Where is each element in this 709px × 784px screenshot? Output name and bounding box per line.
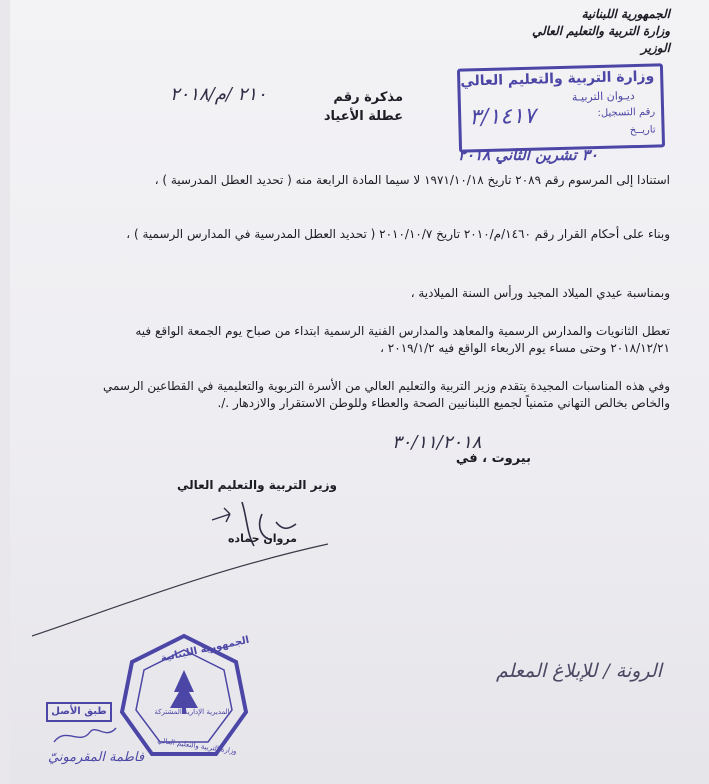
memo-subject: عطلة الأعياد	[323, 109, 403, 124]
letterhead-republic: الجمهورية اللبنانية	[581, 7, 670, 21]
clerk-signature	[50, 720, 120, 750]
stamp-ministry: وزارة التربية والتعليم العالي	[460, 68, 655, 90]
clerk-name: فاطمة المقرمونيّ	[48, 750, 145, 765]
paragraph-occasion: وبمناسبة عيدي الميلاد المجيد ورأس السنة الميلادية ،	[410, 286, 670, 300]
handwritten-annotation: الرونة / للإبلاغ المعلم	[496, 660, 662, 682]
seal-outer-text: الجمهورية اللبنانية	[159, 634, 251, 665]
memo-number-label: مذكرة رقم	[333, 90, 403, 105]
stamp-handwritten-date: ٣٠ تشرين الثاني ٢٠١٨	[458, 146, 598, 164]
seal-ministry-text: وزارة التربية والتعليم العالي	[156, 736, 238, 756]
letterhead-ministry: وزارة التربية والتعليم العالي	[531, 24, 670, 38]
registry-stamp	[457, 63, 665, 152]
minister-name: مروان حماده	[227, 532, 297, 545]
closing-date-handwritten: ٣٠/١١/٢٠١٨	[392, 432, 482, 453]
certified-copy-box: طبق الأصل	[46, 702, 112, 722]
paragraph-decree: استنادا إلى المرسوم رقم ٢٠٨٩ تاريخ ١٩٧١/١٠/١٨ لا سيما المادة الرابعة منه ( تحديد العطل المدرسية ) ،	[154, 173, 670, 187]
memo-number-handwritten: ٢١٠ /م/٢٠١٨	[170, 84, 267, 105]
stamp-reg-number: ٣/١٤١٧	[468, 103, 537, 131]
stamp-office: ديـوان التربيـة	[571, 89, 635, 104]
document-page	[10, 0, 709, 784]
stamp-date-label: تاريــخ	[629, 124, 656, 137]
closing-place-date: بيروت ، في	[455, 451, 531, 466]
seal-inner-text: المديرية الإدارية المشتركة	[154, 708, 230, 716]
letterhead-minister: الوزير	[641, 41, 670, 55]
minister-title: وزير التربية والتعليم العالي	[176, 478, 337, 492]
paragraph-greetings: وفي هذه المناسبات المجيدة يتقدم وزير التربية والتعليم العالي من الأسرة التربوية والتعليمية في القطاعين الرسمي والخاص بخالص التهاني متمنياً لجميع اللبنانيين الصحة والعطاء وللوطن الاستقرار والازدهار ./.	[102, 379, 670, 410]
paragraph-decision: وبناء على أحكام القرار رقم ١٤٦٠/م/٢٠١٠ تاريخ ٢٠١٠/١٠/٧ ( تحديد العطل المدرسية في المدارس الرسمية ) ،	[126, 227, 670, 241]
paragraph-closure: تعطل الثانويات والمدارس الرسمية والمعاهد والمدارس الفنية الرسمية ابتداء من صباح يوم الجمعة الواقع فيه ٢٠١٨/١٢/٢١ وحتى مساء يوم الاربعاء الواقع فيه ٢٠١٩/١/٢ ،	[135, 324, 670, 355]
letterhead	[410, 6, 670, 57]
stamp-reg-label: رقم التسجيل:	[597, 106, 656, 120]
